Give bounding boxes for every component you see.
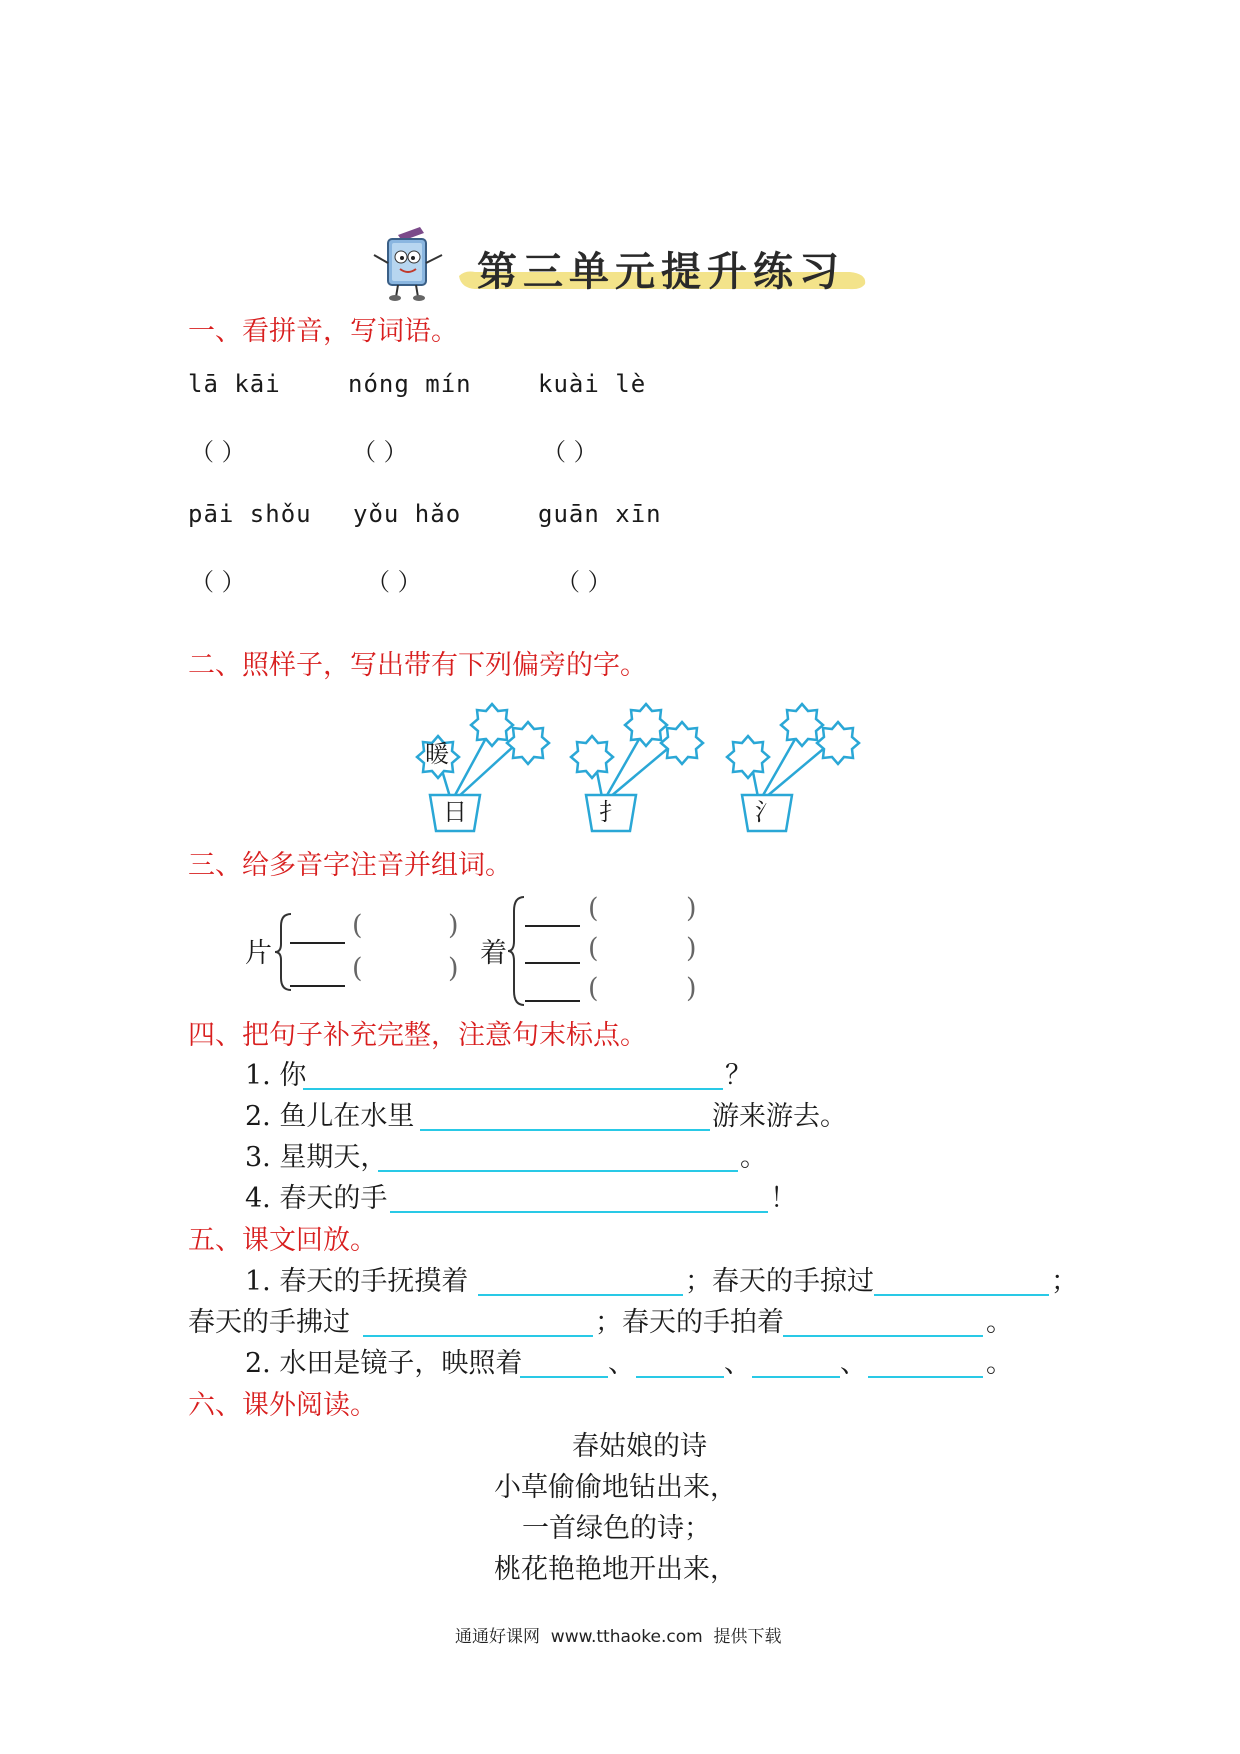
blank-1b[interactable] xyxy=(290,985,345,987)
s5-line1b: ；春天的手掠过 xyxy=(685,1266,874,1297)
s4-item-2-post: 游来游去。 xyxy=(712,1101,847,1132)
s5-blank-8[interactable] xyxy=(868,1376,983,1378)
s5-blank-1[interactable] xyxy=(478,1294,683,1296)
blank-2b[interactable] xyxy=(525,962,580,964)
paren-close-2a: ) xyxy=(686,893,697,924)
poem-title: 春姑娘的诗 xyxy=(572,1431,707,1462)
poem-line-3: 桃花艳艳地开出来， xyxy=(494,1554,737,1585)
footer-text: 通通好课网 www.tthaoke.com 提供下载 xyxy=(455,1627,782,1647)
pot-group-2 xyxy=(571,704,703,831)
pot-radical-2: 扌 xyxy=(599,798,623,826)
pot-group-3 xyxy=(727,704,859,831)
s4-item-2-pre: 2. 鱼儿在水里 xyxy=(245,1101,415,1132)
blank-1a[interactable] xyxy=(290,942,345,944)
s5-sep-3: 、 xyxy=(840,1348,867,1379)
s5-blank-2[interactable] xyxy=(874,1294,1049,1296)
s4-item-4-post: ！ xyxy=(770,1183,797,1214)
pot-radical-1: 日 xyxy=(443,798,467,826)
answer-paren-1[interactable]: （ ） xyxy=(190,438,246,466)
blank-2a[interactable] xyxy=(525,925,580,927)
s4-blank-4[interactable] xyxy=(390,1211,768,1213)
section-5-heading: 五、课文回放。 xyxy=(188,1225,377,1256)
s4-item-3-pre: 3. 星期天， xyxy=(245,1142,388,1173)
paren-close-2b: ) xyxy=(686,933,697,964)
s5-line2c: 。 xyxy=(986,1307,1013,1338)
s4-item-1-post: ？ xyxy=(725,1060,752,1091)
section-3-heading: 三、给多音字注音并组词。 xyxy=(188,850,512,881)
paren-open-1b: ( xyxy=(352,953,363,984)
answer-paren-3[interactable]: （ ） xyxy=(542,438,598,466)
section-1-heading: 一、看拼音，写词语。 xyxy=(188,316,458,347)
pinyin-2: nóng mín xyxy=(348,370,472,398)
pinyin-4: pāi shǒu xyxy=(188,500,312,528)
paren-open-2b: ( xyxy=(588,933,599,964)
pinyin-6: guān xīn xyxy=(538,500,662,528)
paren-close-1a: ) xyxy=(448,910,459,941)
answer-paren-2[interactable]: （ ） xyxy=(352,438,408,466)
s4-item-1-pre: 1. 你 xyxy=(245,1060,307,1091)
section-6-heading: 六、课外阅读。 xyxy=(188,1390,377,1421)
s5-sep-2: 、 xyxy=(724,1348,751,1379)
paren-open-2a: ( xyxy=(588,893,599,924)
page-title: 第三单元提升练习 xyxy=(477,248,845,295)
brace-1 xyxy=(275,912,295,992)
paren-open-2c: ( xyxy=(588,973,599,1004)
answer-paren-4[interactable]: （ ） xyxy=(190,568,246,596)
s5-blank-6[interactable] xyxy=(636,1376,724,1378)
poem-line-1: 小草偷偷地钻出来， xyxy=(494,1472,737,1503)
s5-line1c: ； xyxy=(1051,1266,1078,1297)
blank-2c[interactable] xyxy=(525,1000,580,1002)
answer-paren-5[interactable]: （ ） xyxy=(366,568,422,596)
example-char: 暖 xyxy=(425,740,449,768)
pot-radical-3: 氵 xyxy=(755,798,779,826)
section-2-heading: 二、照样子，写出带有下列偏旁的字。 xyxy=(188,650,647,681)
s5-line3a: 2. 水田是镜子，映照着 xyxy=(245,1348,523,1379)
poem-line-2: 一首绿色的诗； xyxy=(522,1513,711,1544)
s5-blank-7[interactable] xyxy=(752,1376,840,1378)
brace-2 xyxy=(508,895,528,1007)
s4-item-3-post: 。 xyxy=(740,1142,767,1173)
s5-sep-1: 、 xyxy=(608,1348,635,1379)
s4-blank-1[interactable] xyxy=(303,1088,723,1090)
s5-line1a: 1. 春天的手抚摸着 xyxy=(245,1266,469,1297)
title-banner xyxy=(455,240,870,295)
pinyin-3: kuài lè xyxy=(538,370,647,398)
section-4-heading: 四、把句子补充完整，注意句末标点。 xyxy=(188,1020,647,1051)
paren-open-1a: ( xyxy=(352,910,363,941)
s5-blank-5[interactable] xyxy=(520,1376,608,1378)
pinyin-1: lā kāi xyxy=(188,370,281,398)
s5-blank-3[interactable] xyxy=(363,1335,593,1337)
s5-line2a: 春天的手拂过 xyxy=(188,1307,350,1338)
pinyin-5: yǒu hǎo xyxy=(353,500,462,528)
polyphone-char-1: 片 xyxy=(245,938,272,969)
s4-blank-2[interactable] xyxy=(420,1129,710,1131)
s5-line2b: ；春天的手拍着 xyxy=(595,1307,784,1338)
polyphone-char-2: 着 xyxy=(480,938,507,969)
s5-blank-4[interactable] xyxy=(783,1335,983,1337)
s5-end: 。 xyxy=(986,1348,1013,1379)
paren-close-1b: ) xyxy=(448,953,459,984)
mascot-icon xyxy=(368,225,448,303)
flower-pots-diagram xyxy=(410,695,890,835)
s4-item-4-pre: 4. 春天的手 xyxy=(245,1183,388,1214)
answer-paren-6[interactable]: （ ） xyxy=(556,568,612,596)
s4-blank-3[interactable] xyxy=(378,1170,738,1172)
paren-close-2c: ) xyxy=(686,973,697,1004)
